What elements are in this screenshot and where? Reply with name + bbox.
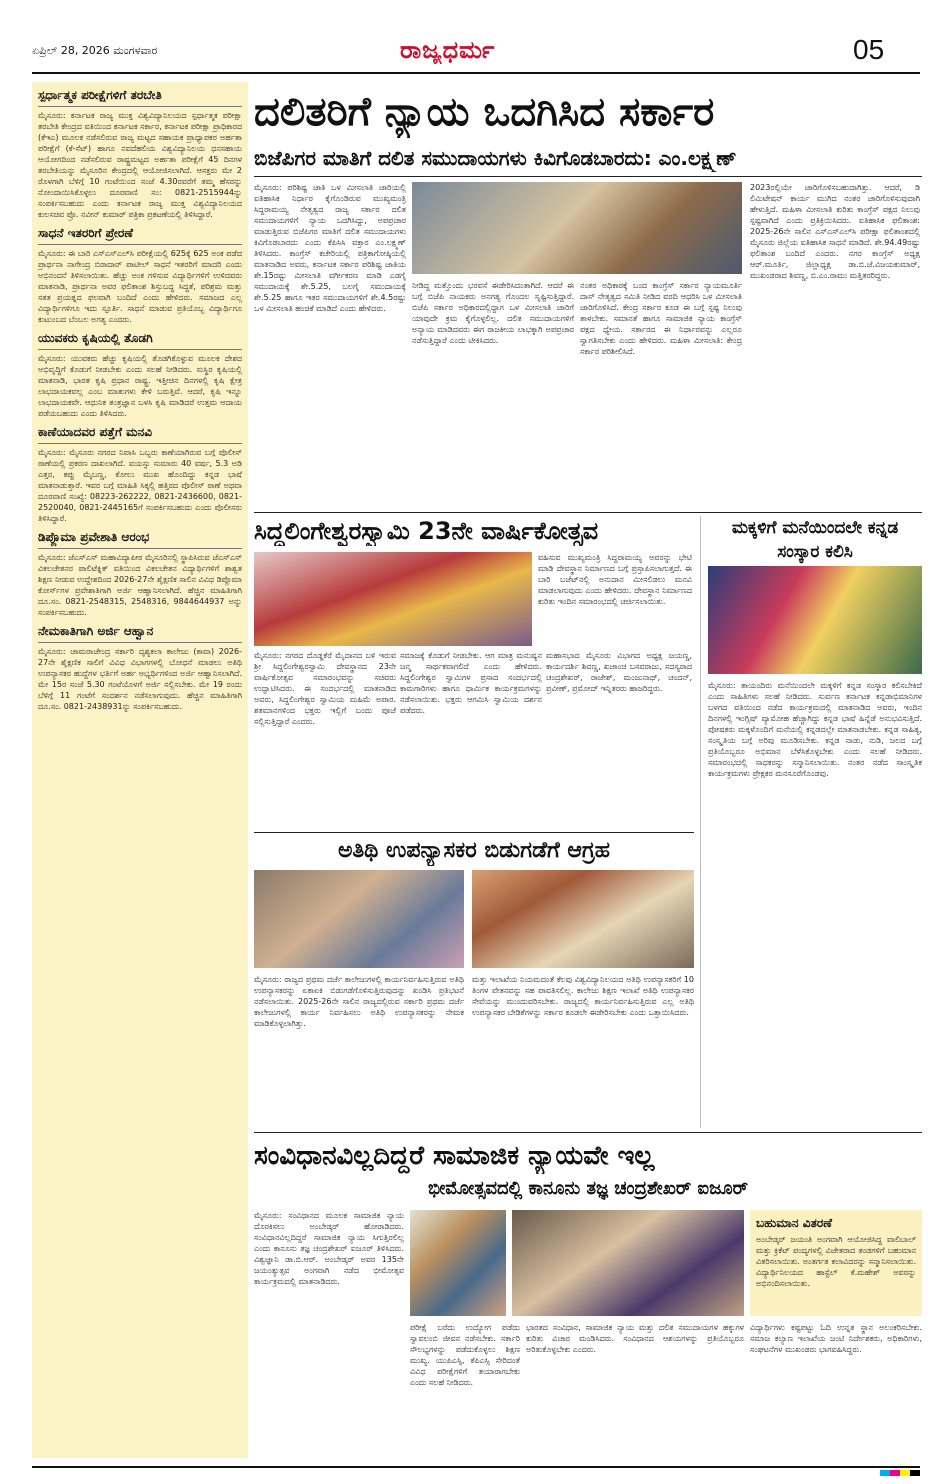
story5-col-3: ಭಾರತದ ಸಂವಿಧಾನ, ಸಾಮಾಜಿಕ ನ್ಯಾಯ ಮತ್ತು ದಲಿತ ಸಮುದಾಯಗಳ ಹಕ್ಕುಗಳ ಕುರಿತು ವಿಚಾರ ಮಂಡಿಸಿದರು. ಸಂವಿಧಾನದ ಆಶಯಗಳನ್ನು ಪ್ರತಿಯೊಬ್ಬರೂ ಅರಿತುಕೊಳ್ಳಬೇಕು ಎಂದರು. <box>526 1323 744 1354</box>
brief-body: ಮೈಸೂರು: ಮೈಸೂರು ನಗರದ ನಿವಾಸಿ ಒಬ್ಬರು ಕಾಣೆಯಾಗಿರುವ ಬಗ್ಗೆ ಪೊಲೀಸ್ ಠಾಣೆಯಲ್ಲಿ ಪ್ರಕರಣ ದಾಖಲಾಗಿದೆ. ವಯಸ್ಸು ಸುಮಾರು 40 ವರ್ಷ, 5.3 ಅಡಿ ಎತ್ತರ, ಕಪ್ಪು ಮೈಬಣ್ಣ, ಕೋಲು ಮುಖ ಹೊಂದಿದ್ದು ಕನ್ನಡ ಭಾಷೆ ಮಾತನಾಡುತ್ತಾರೆ. ಇವರ ಬಗ್ಗೆ ಮಾಹಿತಿ ಸಿಕ್ಕಲ್ಲಿ ಹತ್ತಿರದ ಪೊಲೀಸ್ ಠಾಣೆ ಅಥವಾ ದೂರವಾಣಿ ಸಂಖ್ಯೆ: 08223-262222, 0821-2436600, 0821-2520040, 0821-2445165ಗೆ ಸಂಪರ್ಕಿಸಬಹುದು ಎಂದು ಪೊಲೀಸರು ತಿಳಿಸಿದ್ದಾರೆ. <box>38 448 242 523</box>
story2-col-a: ವಹಿಸುವ ಮುಖ್ಯಮಂತ್ರಿ ಸಿದ್ದರಾಮಯ್ಯ ಅವರನ್ನು ಭೇಟಿ ಮಾಡಿ ದೇವಸ್ಥಾನ ನಿರ್ಮಾಣದ ಬಗ್ಗೆ ಪ್ರಸ್ತಾಪಿಸಲಾಗುತ್ತದೆ. ಈ ಬಾರಿ ಬಜೆಟ್‌ನಲ್ಲಿ ಅನುದಾನ ಮೀಸಲಿಡಲು ಮನವಿ ಮಾಡಲಾಗುವುದು ಎಂದು ಹೇಳಿದರು. ದೇವಸ್ಥಾನ ನಿರ್ಮಾಣದ ಕುರಿತು ಇಂದಿನ ಸಮಾರಂಭದಲ್ಲಿ ಚರ್ಚಿಸಲಾಯಿತು. <box>538 553 692 606</box>
story4-photo-2 <box>472 870 694 968</box>
story5-subheadline: ಭೀಮೋತ್ಸವದಲ್ಲಿ ಕಾನೂನು ತಜ್ಞ ಚಂದ್ರಶೇಖರ್ ಐಜೂರ್ <box>427 1178 749 1199</box>
reward-body: ಅಂಬೇಡ್ಕರ್ ಜಯಂತಿ ಅಂಗವಾಗಿ ಆಯೋಜಿಸಿದ್ದ ವಾಲಿಬಾಲ್ ಮತ್ತು ಕ್ರಿಕೆಟ್ ಪಂದ್ಯಗಳಲ್ಲಿ ವಿಜೇತರಾದ ತಂಡಗಳಿಗೆ ಬಹುಮಾನ ವಿತರಿಸಲಾಯಿತು. ಅಂತರ್ಗತ ಕಲಾವಿದರನ್ನು ಸನ್ಮಾನಿಸಲಾಯಿತು. ವಿದ್ಯಾರ್ಥಿನಿಲಯದ ಹಾಸ್ಟೆಲ್ ಕೆ.ಮಹೇಶ್ ಅವರನ್ನು ಅಭಿನಂದಿಸಲಾಯಿತು. <box>756 1235 916 1288</box>
brief-body: ಮೈಸೂರು: ಜೆಎಸ್ಎಸ್ ಮಹಾವಿದ್ಯಾಪೀಠ ಮೈಸೂರಿನಲ್ಲಿ ಸ್ಥಾಪಿಸಿರುವ ಜೆಎಸ್ಎಸ್ ವಿಕಲಚೇತನರ ಪಾಲಿಟೆಕ್ನಿಕ್ ವತಿಯಿಂದ ವಿಕಲಚೇತನ ವಿದ್ಯಾರ್ಥಿಗಳಿಗೆ ಶಾಶ್ವತ ಶಿಕ್ಷಣ ನೀಡುವ ಉದ್ದೇಶದಿಂದ 2026-27ನೇ ಶೈಕ್ಷಣಿಕ ಸಾಲಿನ ವಿವಿಧ ಡಿಪ್ಲೊಮಾ ಕೋರ್ಸ್‌ಗಳ ಪ್ರವೇಶಾತಿಗಾಗಿ ಅರ್ಜಿ ಆಹ್ವಾನಿಸಲಾಗಿದೆ. ಹೆಚ್ಚಿನ ಮಾಹಿತಿಗಾಗಿ ದೂ.ಸಂ. 0821-2548315, 2548316, 9844644937 ಅನ್ನು ಸಂಪರ್ಕಿಸಬಹುದು. <box>38 553 242 617</box>
story2-photo <box>254 552 532 646</box>
brief-heading: ಸ್ಪರ್ಧಾತ್ಮಕ ಪರೀಕ್ಷೆಗಳಿಗೆ ತರಬೇತಿ <box>38 88 242 107</box>
story2-col-3: ಮಹಾಸಭಾದ ಮೈಸೂರು ವಿಭಾಗದ ಅಧ್ಯಕ್ಷ ಜಯಣ್ಣ, ಕಾರ್ಯದರ್ಶಿ ಶಿವಣ್ಣ, ಖಜಾಂಚಿ ಬಸವರಾಜು, ಸದಸ್ಯರಾದ ಚಂದ್ರಶೇಖರ್, ರಾಜೇಶ್, ಮಂಜುನಾಥ್, ಚಂದನ್, ಪ್ರವೀಣ್, ಪ್ರಮೋದ್ ಇನ್ನಿತರರು ಹಾಜರಿದ್ದರು. <box>546 651 692 693</box>
brief-item <box>38 331 242 419</box>
story5-photo-group <box>512 1210 744 1316</box>
reward-heading: ಬಹುಮಾನ ವಿತರಣೆ <box>756 1216 832 1230</box>
footer-rule <box>32 1466 920 1468</box>
brief-item <box>38 88 242 220</box>
story5-photo-ambedkar <box>410 1210 506 1316</box>
story4-headline: ಅತಿಥಿ ಉಪನ್ಯಾಸಕರ ಬಿಡುಗಡೆಗೆ ಆಗ್ರಹ <box>337 838 611 863</box>
newspaper-logo: ರಾಜ್ಯಧರ್ಮ <box>400 36 496 64</box>
brief-heading: ನೇಮಕಾತಿಗಾಗಿ ಅರ್ಜಿ ಆಹ್ವಾನ <box>38 624 242 643</box>
main-story-col-3: ನಂತರ ಅಧಿಕಾರಕ್ಕೆ ಬಂದ ಕಾಂಗ್ರೆಸ್ ಸರ್ಕಾರ ನ್ಯಾಯಮೂರ್ತಿ ದಾಸ್ ನೇತೃತ್ವದ ಸಮಿತಿ ನೀಡಿದ ವರದಿ ಆಧರಿಸಿ ಒಳ ಮೀಸಲಾತಿ ಜಾರಿಗೊಳಿಸಿದೆ. ಕೇಂದ್ರ ಸರ್ಕಾರ ಕೂಡ ಈ ಬಗ್ಗೆ ಸ್ಪಷ್ಟ ನಿಲುವು ತಾಳಬೇಕು. ಸಮಾನತೆ ಹಾಗೂ ಸಾಮಾಜಿಕ ನ್ಯಾಯ ಕಾಂಗ್ರೆಸ್ ಪಕ್ಷದ ಧ್ಯೇಯ. ಸರ್ಕಾರದ ಈ ನಿರ್ಧಾರವನ್ನು ಎಲ್ಲರೂ ಸ್ವಾಗತಿಸಬೇಕು ಎಂದು ಹೇಳಿದರು. ಮಹಿಳಾ ಮೀಸಲಾತಿ: ಕೇಂದ್ರ ಸರ್ಕಾರ ಪರಿಶೀಲಿಸಿದೆ. <box>580 281 742 356</box>
main-story-col-1: ಮೈಸೂರು: ಪರಿಶಿಷ್ಟ ಜಾತಿ ಒಳ ಮೀಸಲಾತಿ ಜಾರಿಯಲ್ಲಿ ಐತಿಹಾಸಿಕ ನಿರ್ಧಾರ ಕೈಗೊಂಡಿರುವ ಮುಖ್ಯಮಂತ್ರಿ ಸಿದ್ದರಾಮಯ್ಯ ನೇತೃತ್ವದ ರಾಜ್ಯ ಸರ್ಕಾರ ದಲಿತ ಸಮುದಾಯಗಳಿಗೆ ನ್ಯಾಯ ಒದಗಿಸಿದ್ದು, ಅಪಪ್ರಚಾರ ಮಾಡುತ್ತಿರುವ ಬಿಜೆಪಿಗರ ಮಾತಿಗೆ ದಲಿತ ಸಮುದಾಯಗಳು ಕಿವಿಗೊಡಬಾರದು ಎಂದು ಕೆಪಿಸಿಸಿ ವಕ್ತಾರ ಎಂ.ಲಕ್ಷ್ಮಣ್ ತಿಳಿಸಿದರು. ಕಾಂಗ್ರೆಸ್ ಕಚೇರಿಯಲ್ಲಿ ಪತ್ರಿಕಾಗೋಷ್ಠಿಯಲ್ಲಿ ಮಾತನಾಡಿದ ಅವರು, ಕರ್ನಾಟಕ ಸರ್ಕಾರ ಪರಿಶಿಷ್ಟ ಜಾತಿಯ ಶೇ.15ರಷ್ಟು ಮೀಸಲಾತಿ ವರ್ಗೀಕರಣ ಮಾಡಿ ಎಡಗೈ ಸಮುದಾಯಕ್ಕೆ ಶೇ.5.25, ಬಲಗೈ ಸಮುದಾಯಕ್ಕೆ ಶೇ.5.25 ಹಾಗೂ ಇತರ ಸಮುದಾಯಗಳಿಗೆ ಶೇ.4.5ರಷ್ಟು ಒಳ ಮೀಸಲಾತಿ ಹಂಚಿಕೆ ಮಾಡಿದೆ ಎಂದು ಹೇಳಿದರು. <box>254 183 406 313</box>
brief-body: ಮೈಸೂರು: ಯುವಕರು ಹೆಚ್ಚು ಕೃಷಿಯಲ್ಲಿ ತೊಡಗಿಕೊಳ್ಳುವ ಮೂಲಕ ದೇಶದ ಅಭಿವೃದ್ಧಿಗೆ ಕೊಡುಗೆ ನೀಡಬೇಕು ಎಂದು ಸಲಹೆ ನೀಡಿದರು. ಸುಸ್ಥಿರ ಕೃಷಿಯಲ್ಲಿ ಮಾತನಾಡಿ, ಭಾರತ ಕೃಷಿ ಪ್ರಧಾನ ರಾಷ್ಟ್ರ. ಇತ್ತೀಚಿನ ದಿನಗಳಲ್ಲಿ ಕೃಷಿ ಕ್ಷೇತ್ರ ಲಾಭದಾಯಕವಲ್ಲ ಎಂಬ ಮಾತುಗಳು ಕೇಳಿ ಬರುತ್ತಿವೆ. ಆದರೆ, ಕೃಷಿ ಇನ್ನೂ ಲಾಭದಾಯಕವೇ. ಆಧುನಿಕ ತಂತ್ರಜ್ಞಾನ ಬಳಸಿ ಕೃಷಿ ಮಾಡಿದರೆ ಉತ್ತಮ ಆದಾಯ ಪಡೆಯಬಹುದು ಎಂದು ತಿಳಿಸಿದರು. <box>38 354 242 418</box>
story3-headline: ಮಕ್ಕಳಿಗೆ ಮನೆಯಿಂದಲೇ ಕನ್ನಡ ಸಂಸ್ಕಾರ ಕಲಿಸಿ <box>731 518 899 562</box>
brief-body: ಮೈಸೂರು: ಚಾಮರಾಜೇಂದ್ರ ಸರ್ಕಾರಿ ದೃಶ್ಯಕಲಾ ಕಾಲೇಜು (ಕಾವಾ) 2026-27ನೇ ಶೈಕ್ಷಣಿಕ ಸಾಲಿಗೆ ವಿವಿಧ ವಿಭಾಗಗಳಲ್ಲಿ ಬೋಧನೆ ಮಾಡಲು ಅತಿಥಿ ಉಪನ್ಯಾಸಕರ ಹುದ್ದೆಗಳ ಭರ್ತಿಗೆ ಅರ್ಹ ಅಭ್ಯರ್ಥಿಗಳಿಂದ ಅರ್ಜಿ ಆಹ್ವಾನಿಸಲಾಗಿದೆ. ಮೇ 15ರ ಸಂಜೆ 5.30 ಗಂಟೆಯೊಳಗೆ ಅರ್ಜಿ ಸಲ್ಲಿಸಬೇಕು. ಮೇ 19 ರಂದು ಬೆಳಿಗ್ಗೆ 11 ಗಂಟೆಗೆ ಸಂದರ್ಶನ ನಡೆಸಲಾಗುವುದು. ಹೆಚ್ಚಿನ ಮಾಹಿತಿಗಾಗಿ ದೂ.ಸಂ. 0821-2438931ನ್ನು ಸಂಪರ್ಕಿಸಬಹುದು. <box>38 647 242 711</box>
story5-headline: ಸಂವಿಧಾನವಿಲ್ಲದಿದ್ದರೆ ಸಾಮಾಜಿಕ ನ್ಯಾಯವೇ ಇಲ್ಲ <box>254 1141 655 1171</box>
section-rule <box>254 1132 922 1133</box>
main-story-col-2: ನೀಡಿದ್ದ ಮತ್ತೊಂದು ಭರವಸೆ ಈಡೇರಿಸಿದಂತಾಗಿದೆ. ಆದರೆ ಈ ಬಗ್ಗೆ ಬಿಜೆಪಿ ನಾಯಕರು ಅನಗತ್ಯ ಗೊಂದಲ ಸೃಷ್ಟಿಸುತ್ತಿದ್ದಾರೆ. ಬಿಜೆಪಿ ಸರ್ಕಾರ ಅಧಿಕಾರದಲ್ಲಿದ್ದಾಗ ಒಳ ಮೀಸಲಾತಿ ಜಾರಿಗೆ ಯಾವುದೇ ಕ್ರಮ ಕೈಗೊಳ್ಳಲಿಲ್ಲ. ದಲಿತ ಸಮುದಾಯಗಳಿಗೆ ಅನ್ಯಾಯ ಮಾಡಿದವರು ಈಗ ರಾಜಕೀಯ ಲಾಭಕ್ಕಾಗಿ ಅಪಪ್ರಚಾರ ನಡೆಸುತ್ತಿದ್ದಾರೆ ಎಂದು ಟೀಕಿಸಿದರು. <box>412 281 574 345</box>
main-story-col-4: 2023ರಲ್ಲಿಯೇ ಜಾರಿಗೊಳಿಸಬಹುದಾಗಿತ್ತು. ಆದರೆ, ಡಿ ಲಿಮಿಟೇಷನ್ ಕಾರ್ಯ ಮುಗಿದ ನಂತರ ಜಾರಿಗೊಳಿಸುವುದಾಗಿ ಹೇಳುತ್ತಿದೆ. ಮಹಿಳಾ ಮೀಸಲಾತಿ ಕುರಿತು ಕಾಂಗ್ರೆಸ್ ಪಕ್ಷದ ನಿಲುವು ಸ್ಪಷ್ಟವಾಗಿದೆ ಎಂದು ಪ್ರತಿಕ್ರಿಯಿಸಿದರು. ಐತಿಹಾಸಿಕ ಫಲಿತಾಂಶ: 2025-26ನೇ ಸಾಲಿನ ಎಸ್ಎಸ್ಎಲ್‌ಸಿ ಪರೀಕ್ಷಾ ಫಲಿತಾಂಶದಲ್ಲಿ ಮೈಸೂರು ಜಿಲ್ಲೆಯ ಐತಿಹಾಸಿಕ ಸಾಧನೆ ಮಾಡಿದೆ. ಶೇ.94.49ರಷ್ಟು ಫಲಿತಾಂಶ ಬಂದಿದೆ ಎಂದರು. ನಗರ ಕಾಂಗ್ರೆಸ್ ಅಧ್ಯಕ್ಷ ಆರ್.ಮೂರ್ತಿ, ಜಿಲ್ಲಾಧ್ಯಕ್ಷ ಡಾ.ಬಿ.ಜೆ.ವಿಜಯಕುಮಾರ್, ಮುಖಂಡರಾದ ಶಿವಣ್ಣ, ಬಿ.ಎಂ.ರಾಮು ಮತ್ತಿತರರಿದ್ದರು. <box>750 183 920 280</box>
brief-item <box>38 425 242 524</box>
brief-heading: ಯುವಕರು ಕೃಷಿಯಲ್ಲಿ ತೊಡಗಿ <box>38 331 242 350</box>
story2-col-2: ಸಮಾಜಕ್ಕೆ ಕೊಡುಗೆ ನೀಡಬೇಕು. ಆಗ ಮಾತ್ರ ಮನುಷ್ಯನ ಜನ್ಮ ಸಾರ್ಥಕವಾಗಲಿದೆ ಎಂದು ಹೇಳಿದರು. ಸಿದ್ದಲಿಂಗೇಶ್ವರ ಸ್ವಾಮಿಗಳ ಪ್ರಸಾದ ಸಂದರ್ಭದಲ್ಲಿ ಕಾಮಗಾರಿಗಳು ಹಾಗೂ ಧಾರ್ಮಿಕ ಕಾರ್ಯಕ್ರಮಗಳನ್ನು ನಡೆಸಲಾಯಿತು. ಭಕ್ತರು ಆಗಮಿಸಿ ಸ್ವಾಮಿಯ ದರ್ಶನ ಪಡೆದರು. <box>400 651 542 715</box>
column-rule <box>700 516 701 1128</box>
brief-item <box>38 624 242 712</box>
story2-headline: ಸಿದ್ದಲಿಂಗೇಶ್ವರಸ್ವಾಮಿ 23ನೇ ವಾರ್ಷಿಕೋತ್ಸವ <box>254 517 599 545</box>
story3-photo <box>708 566 922 674</box>
main-headline: ದಲಿತರಿಗೆ ನ್ಯಾಯ ಒದಗಿಸಿದ ಸರ್ಕಾರ <box>254 89 715 135</box>
main-story-photo <box>412 182 742 274</box>
story5-col-2: ಪರೀಕ್ಷೆ ಬರೆದು ಉದ್ಯೋಗ ಪಡೆದು ಸ್ವಾವಲಂಬಿ ಜೀವನ ನಡೆಸಬೇಕು. ಸರ್ಕಾರಿ ಸೌಲಭ್ಯಗಳನ್ನು ಪಡೆದುಕೊಳ್ಳಲು ಶಿಕ್ಷಣ ಮುಖ್ಯ. ಯುಪಿಎಸ್ಸಿ, ಕೆಪಿಎಸ್ಸಿ ಸೇರಿದಂತೆ ವಿವಿಧ ಪರೀಕ್ಷೆಗಳಿಗೆ ತಯಾರಾಗಬೇಕು ಎಂದು ಸಲಹೆ ನೀಡಿದರು. <box>410 1323 520 1387</box>
brief-body: ಮೈಸೂರು: ಈ ಬಾರಿ ಎಸ್ಎಸ್ಎಲ್‌ಸಿ ಪರೀಕ್ಷೆಯಲ್ಲಿ 625ಕ್ಕೆ 625 ಅಂಕ ಪಡೆದ ಪ್ರಾರ್ಥನಾ ನಾಗೇಂದ್ರ ಬಿರಾದಾರ್ ಪಾಟೀಲ್ ಸಾಧನೆ ಇತರರಿಗೆ ಮಾದರಿ ಎಂದು ಅಭಿನಂದನೆ ತಿಳಿಸಲಾಯಿತು. ಹೆಚ್ಚು ಅಂಕ ಗಳಿಸುವ ವಿದ್ಯಾರ್ಥಿಗಳಿಗೆ ಉಳಿದವರು ಮಾತನಾಡಿ, ಪ್ರಾರ್ಥನಾ ಅವರ ಫಲಿತಾಂಶ ಶಿಸ್ತುಬದ್ಧ ಸಿದ್ಧತೆ, ಪರಿಶ್ರಮ ಮತ್ತು ಸತತ ಪ್ರಯತ್ನದ ಫಲವಾಗಿ ಬಂದಿದೆ ಎಂದು ಹೇಳಿದರು. ಸಮಾಜದ ಎಲ್ಲ ವಿದ್ಯಾರ್ಥಿಗಳಿಗೂ ಇದು ಸ್ಫೂರ್ತಿ. ಸಾಧನೆ ಮಾಡುವ ಪ್ರತಿಯೊಬ್ಬ ವಿದ್ಯಾರ್ಥಿಗೂ ಕುಟುಂಬದ ಬೆಂಬಲ ಅಗತ್ಯ ಎಂದರು. <box>38 249 242 324</box>
section-rule <box>254 832 694 833</box>
brief-heading: ಡಿಪ್ಲೊಮಾ ಪ್ರವೇಶಾತಿ ಆರಂಭ <box>38 530 242 549</box>
brief-body: ಮೈಸೂರು: ಕರ್ನಾಟಕ ರಾಜ್ಯ ಮುಕ್ತ ವಿಶ್ವವಿದ್ಯಾನಿಲಯದ ಸ್ಪರ್ಧಾತ್ಮಕ ಪರೀಕ್ಷಾ ತರಬೇತಿ ಕೇಂದ್ರದ ವತಿಯಿಂದ ಕರ್ನಾಟಕ ಸರ್ಕಾರ, ಕರ್ನಾಟಕ ಪರೀಕ್ಷಾ ಪ್ರಾಧಿಕಾರದ (ಕೆಇಎ) ಮೂಲಕ ನಡೆಸಲಿರುವ ರಾಜ್ಯ ಮಟ್ಟದ ಸಹಾಯಕ ಪ್ರಾಧ್ಯಾಪಕರ ಅರ್ಹತಾ ಪರೀಕ್ಷೆಗೆ (ಕೆ-ಸೆಟ್) ಹಾಗೂ ನವದೆಹಲಿಯ ವಿಶ್ವವಿದ್ಯಾನಿಲಯ ಧನಸಹಾಯ ಆಯೋಗದಿಂದ ನಡೆಸಲಿರುವ ರಾಷ್ಟ್ರಮಟ್ಟದ ಅರ್ಹತಾ ಪರೀಕ್ಷೆಗೆ 45 ದಿನಗಳ ತರಬೇತಿಯನ್ನು ಮೈಸೂರಿನ ಕೇಂದ್ರದಲ್ಲಿ ಆಯೋಜಿಸಲಾಗಿದೆ. ಆಸಕ್ತರು ಮೇ 2 ರೊಳಗಾಗಿ ಬೆಳಿಗ್ಗೆ 10 ಗಂಟೆಯಿಂದ ಸಂಜೆ 4.30ರವರೆಗೆ ತಮ್ಮ ಹೆಸರನ್ನು ನೋಂದಾಯಿಸಿಕೊಳ್ಳಲು ದೂರವಾಣಿ ಸಂ: 0821-2515944ನ್ನು ಸಂಪರ್ಕಿಸಬಹುದು ಎಂದು ಕರ್ನಾಟಕ ರಾಜ್ಯ ಮುಕ್ತ ವಿಶ್ವವಿದ್ಯಾನಿಲಯದ ಕುಲಸಚಿವ ಪ್ರೊ. ನವೀನ್ ಕುಮಾರ್ ಪತ್ರಿಕಾ ಪ್ರಕಟಣೆಯಲ್ಲಿ ತಿಳಿಸಿದ್ದಾರೆ. <box>38 111 242 219</box>
story5-col-1: ಮೈಸೂರು: ಸಂವಿಧಾನದ ಮೂಲಕ ಸಾಮಾಜಿಕ ನ್ಯಾಯ ದೊರಕಿಸಲು ಅಂಬೇಡ್ಕರ್ ಹೋರಾಡಿದರು. ಸಂವಿಧಾನವಿಲ್ಲದಿದ್ದರೆ ಸಾಮಾಜಿಕ ನ್ಯಾಯ ಸಿಗುತ್ತಿರಲಿಲ್ಲ ಎಂದು ಕಾನೂನು ತಜ್ಞ ಚಂದ್ರಶೇಖರ್ ಐಜೂರ್ ತಿಳಿಸಿದರು. ವಿಶ್ವಜ್ಞಾನಿ ಡಾ.ಬಿ.ಆರ್. ಅಂಬೇಡ್ಕರ್ ಅವರ 135ನೇ ಜಯಂತ್ಯುತ್ಸವ ಅಂಗವಾಗಿ ನಡೆದ ಭೀಮೋತ್ಸವ ಕಾರ್ಯಕ್ರಮದಲ್ಲಿ ಮಾತನಾಡಿದರು. <box>254 1211 404 1286</box>
story4-col-1: ಮೈಸೂರು: ರಾಜ್ಯದ ಪ್ರಥಮ ದರ್ಜೆ ಕಾಲೇಜುಗಳಲ್ಲಿ ಕಾರ್ಯನಿರ್ವಹಿಸುತ್ತಿರುವ ಅತಿಥಿ ಉಪನ್ಯಾಸಕರನ್ನು ಏಕಾಏಕಿ ಬಿಡುಗಡೆಗೊಳಿಸುತ್ತಿರುವುದನ್ನು ಖಂಡಿಸಿ ಪ್ರತಿಭಟನೆ ನಡೆಸಲಾಯಿತು. 2025-26ನೇ ಸಾಲಿನ ರಾಜ್ಯದಲ್ಲಿರುವ ಸರ್ಕಾರಿ ಪ್ರಥಮ ದರ್ಜೆ ಕಾಲೇಜುಗಳಲ್ಲಿ ಕಾರ್ಯ ನಿರ್ವಹಿಸಲು ಅತಿಥಿ ಉಪನ್ಯಾಸಕರನ್ನು ನೇಮಕ ಮಾಡಿಕೊಳ್ಳಲಾಗಿತ್ತು. <box>254 975 464 1028</box>
main-subheadline: ಬಿಜೆಪಿಗರ ಮಾತಿಗೆ ದಲಿತ ಸಮುದಾಯಗಳು ಕಿವಿಗೊಡಬಾರದು: ಎಂ.ಲಕ್ಷ್ಮಣ್ <box>254 146 737 170</box>
brief-item <box>38 226 242 325</box>
story2-col-1: ಮೈಸೂರು: ನಗರದ ದೊಡ್ಡಕೆರೆ ಮೈದಾನದ ಬಳಿ ಇರುವ ಶ್ರೀ ಸಿದ್ದಲಿಂಗೇಶ್ವರಸ್ವಾಮಿ ದೇವಸ್ಥಾನದ 23ನೇ ವಾರ್ಷಿಕೋತ್ಸವ ಸಮಾರಂಭವನ್ನು ಸಚಿವರು ಉದ್ಘಾಟಿಸಿದರು. ಈ ಸಂದರ್ಭದಲ್ಲಿ ಮಾತನಾಡಿದ ಅವರು, ಸಿದ್ದಲಿಂಗೇಶ್ವರ ಸ್ವಾಮಿಯ ಮಹಿಮೆ ಅಪಾರ. ಶತಮಾನಗಳಿಂದ ಭಕ್ತರು ಇಲ್ಲಿಗೆ ಬಂದು ಪೂಜೆ ಸಲ್ಲಿಸುತ್ತಿದ್ದಾರೆ ಎಂದರು. <box>254 651 396 726</box>
color-registration-strip <box>880 1470 920 1476</box>
issue-date: ಏಪ್ರಿಲ್ 28, 2026 ಮಂಗಳವಾರ <box>32 44 158 57</box>
story4-photo-1 <box>254 870 464 968</box>
story5-col-4: ವಿದ್ಯಾರ್ಥಿಗಳು ಕಷ್ಟಪಟ್ಟು ಓದಿ ಉನ್ನತ ಸ್ಥಾನ ಅಲಂಕರಿಸಬೇಕು. ಸಮಾಜ ಕಲ್ಯಾಣ ಇಲಾಖೆಯ ಜಂಟಿ ನಿರ್ದೇಶಕರು, ಅಧಿಕಾರಿಗಳು, ಸಂಘಟನೆಗಳ ಮುಖಂಡರು ಭಾಗವಹಿಸಿದ್ದರು. <box>750 1323 922 1354</box>
brief-heading: ಸಾಧನೆ ಇತರರಿಗೆ ಪ್ರೇರಣೆ <box>38 226 242 245</box>
page-number: 05 <box>853 34 885 65</box>
sidebar-briefs <box>32 82 248 1458</box>
header-rule <box>32 72 920 74</box>
story3-body: ಮೈಸೂರು: ತಾಯಂದಿರು ಮನೆಯಿಂದಲೇ ಮಕ್ಕಳಿಗೆ ಕನ್ನಡ ಸಂಸ್ಕಾರ ಕಲಿಸಬೇಕಿದೆ ಎಂದು ಸಾಹಿತಿಗಳು ಸಲಹೆ ನೀಡಿದರು. ಸುರ್ವಣ ಕರ್ನಾಟಕ ಕನ್ನಡಾಭಿಮಾನಿಗಳ ಬಳಗದ ವತಿಯಿಂದ ನಡೆದ ಕಾರ್ಯಕ್ರಮದಲ್ಲಿ ಮಾತನಾಡಿದ ಅವರು, ಇಂದಿನ ದಿನಗಳಲ್ಲಿ ಇಂಗ್ಲಿಷ್ ವ್ಯಾಮೋಹ ಹೆಚ್ಚಾಗಿದ್ದು ಕನ್ನಡ ಭಾಷೆ ಹಿನ್ನೆಡೆ ಅನುಭವಿಸುತ್ತಿದೆ. ಪೋಷಕರು ಮಕ್ಕಳೊಂದಿಗೆ ಮನೆಯಲ್ಲಿ ಕನ್ನಡದಲ್ಲೇ ಮಾತನಾಡಬೇಕು. ಕನ್ನಡ ಸಾಹಿತ್ಯ, ಸಂಸ್ಕೃತಿಯ ಬಗ್ಗೆ ಅರಿವು ಮೂಡಿಸಬೇಕು. ಕನ್ನಡ ನಾಡು, ನುಡಿ, ಜಲದ ಬಗ್ಗೆ ಪ್ರತಿಯೊಬ್ಬರೂ ಅಭಿಮಾನ ಬೆಳೆಸಿಕೊಳ್ಳಬೇಕು ಎಂದು ಸಲಹೆ ನೀಡಿದರು. ಸಮಾರಂಭದಲ್ಲಿ ಸಾಧಕರನ್ನು ಸನ್ಮಾನಿಸಲಾಯಿತು. ನಂತರ ನಡೆದ ಸಾಂಸ್ಕೃತಿಕ ಕಾರ್ಯಕ್ರಮಗಳು ಪ್ರೇಕ್ಷಕರ ಮನಸೂರೆಗೊಂಡವು. <box>708 681 922 778</box>
brief-heading: ಕಾಣೆಯಾದವರ ಪತ್ತೆಗೆ ಮನವಿ <box>38 425 242 444</box>
main-rule <box>254 176 922 177</box>
brief-item <box>38 530 242 618</box>
story4-col-2: ಮತ್ತು ಇಲಾಖೆಯ ನಿಯಮದಂತೆ ಕೆಲವು ವಿಶ್ವವಿದ್ಯಾನಿಲಯದ ಅತಿಥಿ ಉಪನ್ಯಾಸಕರಿಗೆ 10 ತಿಂಗಳ ವೇತನವನ್ನು ಸಹ ಪಾವತಿಸಲಿಲ್ಲ. ಕಾಲೇಜು ಶಿಕ್ಷಣ ಇಲಾಖೆ ಅತಿಥಿ ಉಪನ್ಯಾಸಕರ ಸೇವೆಯನ್ನು ಮುಂದುವರಿಸಬೇಕು. ರಾಜ್ಯದಲ್ಲಿ ಕಾರ್ಯನಿರ್ವಹಿಸುತ್ತಿರುವ ಎಲ್ಲ ಅತಿಥಿ ಉಪನ್ಯಾಸಕರ ಬೇಡಿಕೆಗಳನ್ನು ಸರ್ಕಾರ ಕೂಡಲೇ ಈಡೇರಿಸಬೇಕು ಎಂದು ಒತ್ತಾಯಿಸಿದರು. <box>472 975 694 1017</box>
section-rule <box>254 512 922 513</box>
reward-box <box>750 1210 922 1316</box>
